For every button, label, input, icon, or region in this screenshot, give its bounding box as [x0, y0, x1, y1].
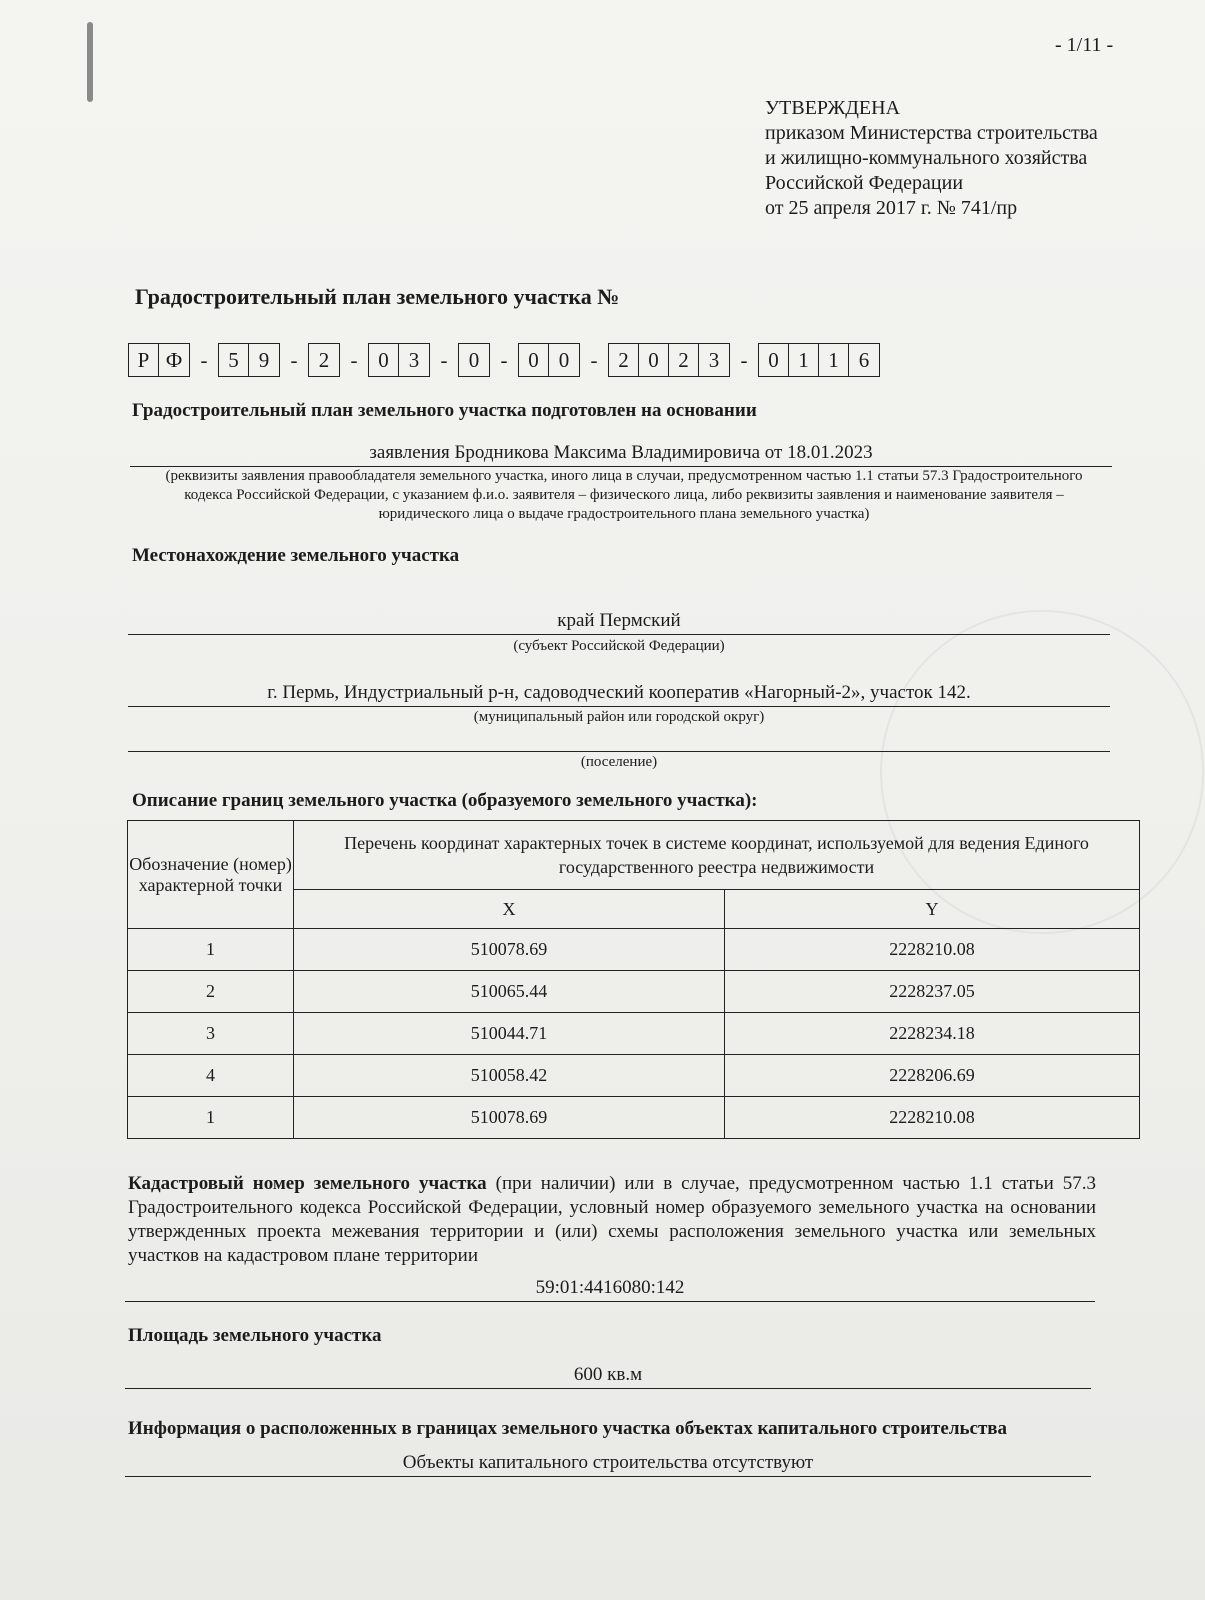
coordinates-table [127, 820, 1140, 1139]
plan-number-cell: 6 [858, 347, 870, 372]
y-coordinate-cell: 2228210.08 [725, 929, 1140, 971]
y-coordinate-cell: 2228234.18 [725, 1013, 1140, 1055]
plan-number-separator: - [740, 347, 748, 372]
location-heading: Местонахождение земельного участка [132, 545, 460, 566]
plan-number [128, 340, 880, 380]
plan-number-cell: 0 [369, 344, 399, 376]
plan-number-group [308, 343, 340, 377]
plan-number-cell: 3 [408, 347, 420, 372]
plan-number-group [128, 343, 190, 377]
approval-line: и жилищно-коммунального хозяйства [765, 147, 1088, 169]
table-row [128, 929, 1140, 971]
point-number-cell: 3 [128, 1013, 294, 1055]
plan-number-cell: Р [129, 344, 159, 376]
x-coordinate-cell: 510065.44 [294, 971, 725, 1013]
plan-number-cell: Ф [165, 347, 183, 372]
objects-value: Объекты капитального строительства отсутствуют [125, 1450, 1091, 1477]
x-coordinate-cell: 510044.71 [294, 1013, 725, 1055]
point-number-cell: 1 [128, 929, 294, 971]
y-coordinate-cell: 2228206.69 [725, 1055, 1140, 1097]
y-coordinate-cell: 2228210.08 [725, 1097, 1140, 1139]
location-settlement [128, 725, 1110, 752]
plan-number-cell: 0 [759, 344, 789, 376]
plan-number-separator: - [440, 347, 448, 372]
column-header-y: Y [725, 890, 1140, 929]
plan-number-cell: 2 [609, 344, 639, 376]
basis-value: заявления Бродникова Максима Владимировича от 18.01.2023 [130, 440, 1112, 467]
area-heading: Площадь земельного участка [128, 1325, 382, 1346]
table-row [128, 1013, 1140, 1055]
approval-line: УТВЕРЖДЕНА [765, 97, 901, 119]
location-settlement-caption: (поселение) [580, 754, 658, 770]
staple-mark [87, 22, 93, 102]
approval-block [765, 96, 1098, 221]
plan-number-cell: 0 [519, 344, 549, 376]
location-subject-caption: (субъект Российской Федерации) [513, 638, 725, 654]
plan-number-cell: 3 [708, 347, 720, 372]
point-number-cell: 1 [128, 1097, 294, 1139]
plan-number-cell: 2 [318, 347, 330, 372]
plan-number-cell: 9 [258, 347, 270, 372]
point-number-cell: 4 [128, 1055, 294, 1097]
column-header-coords: Перечень координат характерных точек в системе координат, используемой для ведения Единого государственного реестра недвижимости [294, 821, 1140, 890]
document-title: Градостроительный план земельного участка № [135, 284, 620, 309]
approval-line: приказом Министерства строительства [765, 122, 1098, 144]
location-subject: край Пермский [128, 608, 1110, 635]
y-coordinate-cell: 2228237.05 [725, 971, 1140, 1013]
page-number: - 1/11 - [1055, 34, 1114, 56]
approval-line: от 25 апреля 2017 г. № 741/пр [765, 197, 1018, 219]
table-row [128, 971, 1140, 1013]
point-number-cell: 2 [128, 971, 294, 1013]
column-header-point: Обозначение (номер) характерной точки [128, 821, 294, 929]
plan-number-cell: 2 [669, 344, 699, 376]
area-value: 600 кв.м [125, 1362, 1091, 1389]
plan-number-cell: 1 [819, 344, 849, 376]
location-municipality: г. Пермь, Индустриальный р-н, садоводческий кооператив «Нагорный-2», участок 142. [128, 680, 1110, 707]
boundaries-heading: Описание границ земельного участка (образуемого земельного участка): [132, 790, 758, 811]
x-coordinate-cell: 510078.69 [294, 1097, 725, 1139]
plan-number-separator: - [290, 347, 298, 372]
plan-number-cell: 0 [558, 347, 570, 372]
plan-number-separator: - [200, 347, 208, 372]
plan-number-group [218, 343, 280, 377]
plan-number-group [518, 343, 580, 377]
plan-number-group [608, 343, 730, 377]
plan-number-cell: 0 [468, 347, 480, 372]
table-row [128, 1097, 1140, 1139]
objects-heading: Информация о расположенных в границах земельного участка объектах капитального строительства [128, 1418, 1008, 1439]
table-row [128, 1055, 1140, 1097]
column-header-x: X [294, 890, 725, 929]
plan-number-cell: 0 [639, 344, 669, 376]
plan-number-separator: - [500, 347, 508, 372]
plan-number-cell: 5 [219, 344, 249, 376]
basis-heading: Градостроительный план земельного участка подготовлен на основании [132, 400, 757, 421]
approval-line: Российской Федерации [765, 172, 964, 194]
x-coordinate-cell: 510078.69 [294, 929, 725, 971]
cadastral-heading-bold: Кадастровый номер земельного участка [128, 1173, 487, 1194]
cadastral-heading-rest: (при наличии) или в случае, предусмотренном частью 1.1 статьи 57.3 Градостроительного кодекса Российской Федерации, условный номер образуемого земельного участка на основании утвержденных проекта межевания территории и (или) схемы расположения земельного участка или земельных участков на кадастровом плане территории [128, 1173, 1096, 1266]
plan-number-group [458, 343, 490, 377]
x-coordinate-cell: 510058.42 [294, 1055, 725, 1097]
cadastral-heading [128, 1172, 1096, 1268]
plan-number-group [758, 343, 880, 377]
cadastral-number: 59:01:4416080:142 [125, 1275, 1095, 1302]
plan-number-group [368, 343, 430, 377]
basis-caption: (реквизиты заявления правообладателя земельного участка, иного лица в случаи, предусмотренном частью 1.1 статьи 57.3 Градостроительного кодекса Российской Федерации, с указанием ф.и.о. заявителя – физического лица, либо реквизиты заявления и наименование заявителя – юридического лица о выдаче градостроительного плана земельного участка) [165, 468, 1083, 522]
plan-number-separator: - [590, 347, 598, 372]
plan-number-separator: - [350, 347, 358, 372]
location-municipality-caption: (муниципальный район или городской округ) [473, 709, 765, 725]
plan-number-cell: 1 [789, 344, 819, 376]
